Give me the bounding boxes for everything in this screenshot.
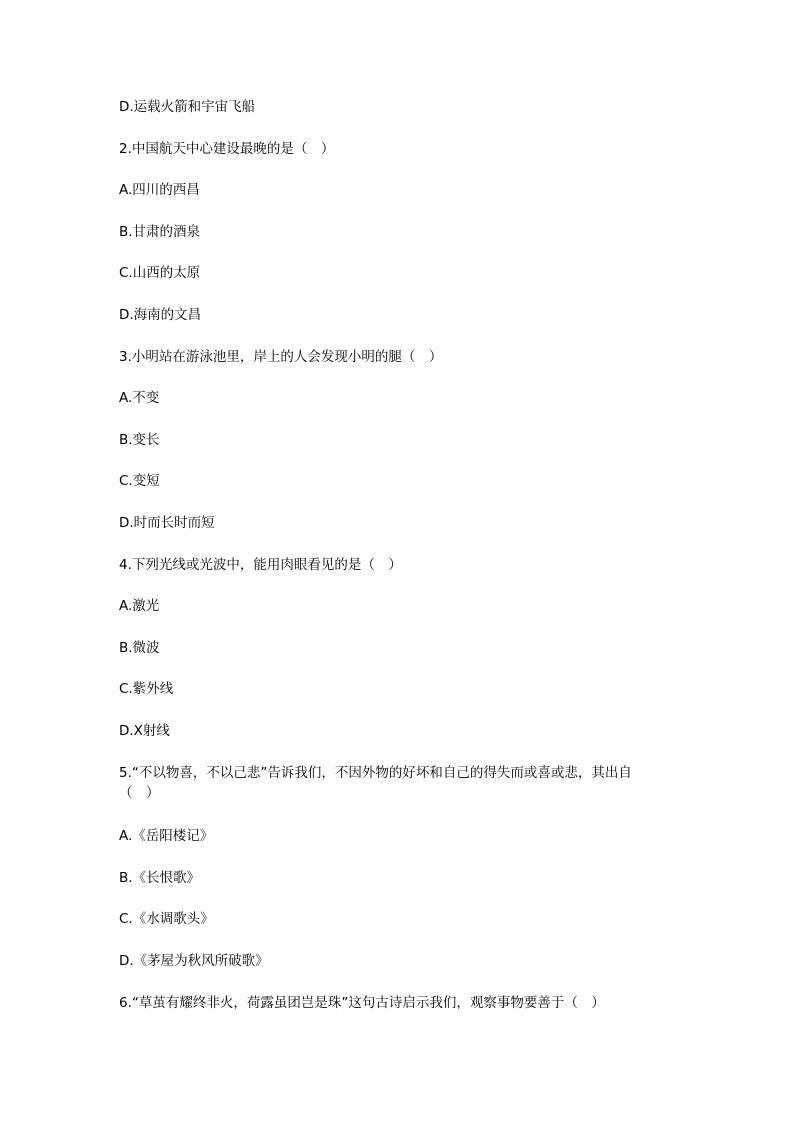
q2-question: 2.中国航天中心建设最晚的是（ ） [119,141,335,157]
q1-option-d: D.运载火箭和宇宙飞船 [119,99,256,115]
q6-question: 6.“草茧有耀终非火，荷露虽团岂是珠”这句古诗启示我们，观察事物要善于（ ） [119,995,605,1011]
q2-option-c: C.山西的太原 [119,265,201,281]
q3-option-b: B.变长 [119,432,160,448]
q5-option-b: B.《长恨歌》 [119,870,201,886]
q5-option-d: D.《茅屋为秋风所破歌》 [119,953,269,969]
q3-option-c: C.变短 [119,473,160,489]
q2-option-d: D.海南的文昌 [119,307,202,323]
q2-option-a: A.四川的西昌 [119,182,200,198]
q3-option-d: D.时而长时而短 [119,515,215,531]
q3-option-a: A.不变 [119,390,160,406]
q5-option-c: C.《水调歌头》 [119,911,214,927]
q4-option-d: D.X射线 [119,723,170,739]
q4-question: 4.下列光线或光波中，能用肉眼看见的是（ ） [119,557,402,573]
q5-question-blank: （ ） [119,785,160,801]
q4-option-c: C.紫外线 [119,681,174,697]
q4-option-a: A.激光 [119,598,160,614]
q2-option-b: B.甘肃的酒泉 [119,224,201,240]
q4-option-b: B.微波 [119,640,160,656]
q3-question: 3.小明站在游泳池里，岸上的人会发现小明的腿（ ） [119,349,443,365]
q5-option-a: A.《岳阳楼记》 [119,828,214,844]
q5-question: 5.“不以物喜，不以己悲”告诉我们，不因外物的好坏和自己的得失而或喜或悲，其出自 [119,765,632,781]
